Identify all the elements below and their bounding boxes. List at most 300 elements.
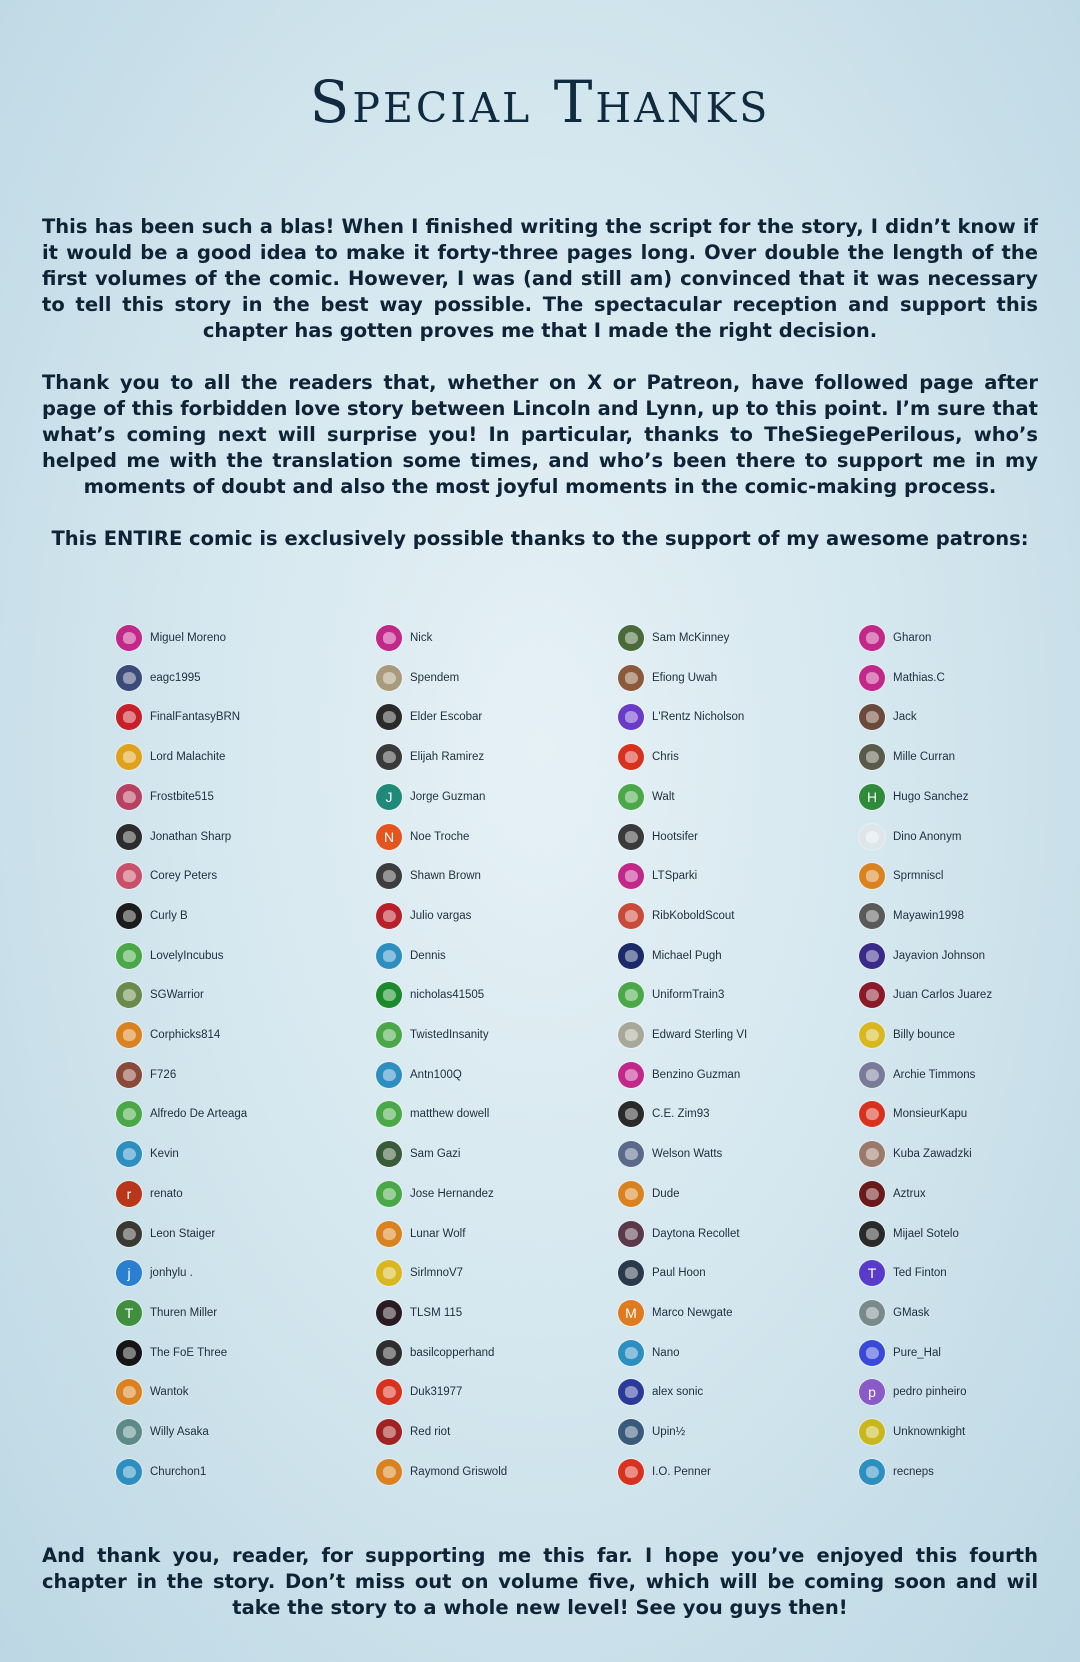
patron-name: Hootsifer — [652, 830, 699, 843]
patron-name: F726 — [150, 1068, 177, 1081]
patron-name: Hugo Sanchez — [893, 790, 969, 803]
patron-name: GMask — [893, 1306, 930, 1319]
patron-name: TwistedInsanity — [410, 1029, 489, 1041]
avatar-image-icon — [625, 1347, 638, 1359]
avatar-image-icon — [625, 910, 638, 922]
patron-avatar — [859, 1459, 885, 1485]
avatar-image-icon — [383, 1228, 396, 1240]
patron-avatar — [376, 943, 402, 969]
patron-item — [859, 1377, 1080, 1407]
avatar-image-icon — [383, 711, 396, 723]
patron-item — [116, 901, 346, 931]
patron-avatar — [859, 1340, 885, 1366]
patron-item — [376, 623, 606, 653]
patron-avatar — [859, 1101, 885, 1127]
patron-item — [376, 1338, 606, 1368]
patron-avatar — [116, 625, 142, 651]
patron-avatar — [618, 704, 644, 730]
intro-paragraph: This has been such a blas! When I finished writing the script for the story, I didn’t know if it would be a good idea to make it forty-three pages long. Over double the length of the first volumes of the comic. However, I was (and still am) convinced that it was necessary to tell this story in the best way possible. The spectacular reception and support this chapter has gotten proves me that I made the right decision. — [42, 215, 1038, 342]
patron-item — [859, 1020, 1080, 1050]
patron-item — [116, 1179, 346, 1209]
patron-name: Edward Sterling VI — [652, 1029, 748, 1041]
patron-item — [618, 1179, 848, 1209]
patron-name: Sam Gazi — [410, 1148, 461, 1161]
patron-name: Mayawin1998 — [893, 909, 964, 922]
patron-avatar — [376, 625, 402, 651]
patron-avatar — [859, 903, 885, 929]
patron-item — [376, 742, 606, 772]
patron-avatar — [376, 1459, 402, 1485]
closing-paragraph: And thank you, reader, for supporting me this far. I hope you’ve enjoyed this fourth chapter in the story. Don’t miss out on volume five, which will be coming soon and wil take the story to a whole new level! See you guys then! — [42, 1544, 1038, 1619]
patron-avatar — [116, 665, 142, 691]
avatar-image-icon — [123, 1347, 136, 1359]
patron-item — [116, 742, 346, 772]
patron-name: Jorge Guzman — [410, 790, 486, 803]
patron-name: SGWarrior — [150, 989, 204, 1002]
patron-avatar — [116, 903, 142, 929]
patron-name: Raymond Griswold — [410, 1465, 508, 1478]
patron-name: Alfredo De Arteaga — [150, 1108, 248, 1121]
avatar-image-icon — [383, 632, 396, 644]
patron-item — [116, 1417, 346, 1447]
patron-name: Spendem — [410, 671, 460, 684]
avatar-image-icon — [123, 791, 136, 803]
patron-avatar — [618, 1022, 644, 1048]
patron-item — [859, 663, 1080, 693]
patron-item — [376, 1219, 606, 1249]
patron-avatar: r — [116, 1181, 142, 1207]
patron-item — [859, 1179, 1080, 1209]
patron-item — [859, 1060, 1080, 1090]
avatar-image-icon — [625, 632, 638, 644]
patron-item — [618, 742, 848, 772]
patron-name: Mijael Sotelo — [893, 1227, 959, 1240]
patron-name: Aztrux — [893, 1187, 926, 1200]
avatar-image-icon — [866, 1426, 879, 1438]
patron-item — [859, 1258, 1080, 1288]
patron-item — [859, 822, 1080, 852]
avatar-image-icon — [383, 1069, 396, 1081]
patron-item — [859, 1099, 1080, 1129]
patron-item — [376, 1139, 606, 1169]
patron-item — [116, 1298, 346, 1328]
patron-avatar: J — [376, 784, 402, 810]
patron-avatar — [618, 903, 644, 929]
patron-name: LovelyIncubus — [150, 949, 224, 962]
avatar-image-icon — [625, 1466, 638, 1478]
patron-avatar — [618, 1260, 644, 1286]
patron-avatar — [376, 704, 402, 730]
avatar-image-icon — [625, 1386, 638, 1398]
patron-list — [0, 623, 1080, 1483]
patron-name: renato — [150, 1187, 183, 1200]
avatar-image-icon — [866, 632, 879, 644]
patron-name: Sprmniscl — [893, 870, 944, 883]
patron-item — [376, 822, 606, 852]
patron-name: FinalFantasyBRN — [150, 711, 241, 724]
patron-item — [376, 861, 606, 891]
patron-avatar — [376, 1379, 402, 1405]
patron-name: Dino Anonym — [893, 830, 962, 843]
patron-avatar — [618, 784, 644, 810]
patron-avatar — [618, 982, 644, 1008]
avatar-image-icon — [625, 791, 638, 803]
patron-item — [116, 663, 346, 693]
avatar-image-icon — [123, 1386, 136, 1398]
patron-name: Elijah Ramirez — [410, 751, 485, 764]
patron-name: Lord Malachite — [150, 751, 226, 764]
avatar-image-icon — [625, 1228, 638, 1240]
patron-name: Benzino Guzman — [652, 1068, 741, 1081]
avatar-image-icon — [383, 1267, 396, 1279]
patron-avatar — [116, 704, 142, 730]
patron-item — [859, 782, 1080, 812]
patron-item — [376, 1377, 606, 1407]
patron-avatar — [618, 1101, 644, 1127]
patron-name: Elder Escobar — [410, 711, 483, 724]
avatar-image-icon — [625, 950, 638, 962]
patron-avatar — [618, 1181, 644, 1207]
patron-name: Leon Staiger — [150, 1227, 216, 1240]
patron-name: LTSparki — [652, 870, 698, 883]
avatar-image-icon — [383, 672, 396, 684]
patron-avatar — [618, 1379, 644, 1405]
patron-avatar — [376, 903, 402, 929]
avatar-image-icon — [123, 950, 136, 962]
avatar-image-icon — [383, 751, 396, 763]
avatar-image-icon — [383, 1466, 396, 1478]
patron-avatar: N — [376, 824, 402, 850]
patron-avatar — [376, 1101, 402, 1127]
avatar-image-icon — [123, 989, 136, 1001]
patron-name: Frostbite515 — [150, 790, 214, 803]
patron-avatar — [376, 1221, 402, 1247]
avatar-image-icon — [866, 989, 879, 1001]
patron-name: Unknownkight — [893, 1426, 966, 1438]
avatar-image-icon — [383, 1188, 396, 1200]
patron-item — [116, 1099, 346, 1129]
patron-avatar — [116, 982, 142, 1008]
patron-item — [116, 782, 346, 812]
patron-name: Sam McKinney — [652, 632, 730, 644]
avatar-image-icon — [383, 1029, 396, 1041]
patron-name: jonhylu . — [150, 1267, 193, 1280]
avatar-image-icon — [866, 1069, 879, 1081]
patron-item — [859, 702, 1080, 732]
patron-avatar — [618, 625, 644, 651]
patron-item — [618, 861, 848, 891]
patron-name: Pure_Hal — [893, 1346, 941, 1359]
avatar-image-icon — [625, 1029, 638, 1041]
patron-avatar — [618, 1141, 644, 1167]
patron-item — [116, 1258, 346, 1288]
avatar-image-icon — [866, 1347, 879, 1359]
patron-name: Archie Timmons — [893, 1068, 976, 1081]
patron-item — [376, 1179, 606, 1209]
avatar-image-icon — [123, 1228, 136, 1240]
patron-avatar — [376, 1300, 402, 1326]
patron-item — [376, 980, 606, 1010]
avatar-image-icon — [625, 989, 638, 1001]
patron-avatar — [116, 1379, 142, 1405]
avatar-image-icon — [383, 1307, 396, 1319]
patron-item — [376, 941, 606, 971]
avatar-image-icon — [383, 950, 396, 962]
patron-item — [116, 861, 346, 891]
patron-avatar: H — [859, 784, 885, 810]
avatar-image-icon — [866, 1188, 879, 1200]
patrons-intro: This ENTIRE comic is exclusively possible thanks to the support of my awesome patrons: — [51, 527, 1029, 550]
patron-avatar — [859, 1300, 885, 1326]
avatar-image-icon — [383, 1108, 396, 1120]
patron-item — [376, 901, 606, 931]
patron-item — [859, 1139, 1080, 1169]
patron-avatar — [618, 1419, 644, 1445]
patron-item — [618, 1377, 848, 1407]
patron-name: Billy bounce — [893, 1029, 956, 1041]
avatar-image-icon — [123, 831, 136, 843]
avatar-image-icon — [123, 870, 136, 882]
patron-avatar — [116, 943, 142, 969]
avatar-image-icon — [123, 1148, 136, 1160]
patron-avatar — [376, 1141, 402, 1167]
patron-item — [859, 941, 1080, 971]
patron-avatar: p — [859, 1379, 885, 1405]
avatar-image-icon — [866, 950, 879, 962]
avatar-image-icon — [123, 632, 136, 644]
patron-name: Jonathan Sharp — [150, 830, 232, 843]
patron-avatar — [859, 863, 885, 889]
patron-name: Kuba Zawadzki — [893, 1148, 972, 1161]
patron-item — [116, 1060, 346, 1090]
avatar-image-icon — [866, 751, 879, 763]
patron-item — [618, 782, 848, 812]
patron-item — [116, 1338, 346, 1368]
patron-avatar: j — [116, 1260, 142, 1286]
avatar-image-icon — [383, 870, 396, 882]
patron-item — [376, 663, 606, 693]
patron-name: Daytona Recollet — [652, 1227, 740, 1240]
patron-avatar — [859, 1419, 885, 1445]
patron-avatar — [116, 863, 142, 889]
patron-avatar — [618, 1459, 644, 1485]
patron-name: Gharon — [893, 632, 932, 644]
patron-name: Kevin — [150, 1148, 179, 1161]
patron-name: I.O. Penner — [652, 1465, 711, 1478]
patron-avatar — [618, 863, 644, 889]
patron-item — [376, 1457, 606, 1487]
patron-name: L'Rentz Nicholson — [652, 711, 745, 724]
patron-item — [618, 1417, 848, 1447]
patron-item — [116, 1139, 346, 1169]
avatar-image-icon — [625, 751, 638, 763]
avatar-image-icon — [123, 1426, 136, 1438]
patron-avatar — [376, 1062, 402, 1088]
patron-name: alex sonic — [652, 1386, 704, 1399]
patron-name: Churchon1 — [150, 1465, 207, 1478]
avatar-image-icon — [383, 1386, 396, 1398]
patron-avatar — [376, 1181, 402, 1207]
patron-item — [116, 822, 346, 852]
patron-name: Welson Watts — [652, 1148, 723, 1161]
avatar-image-icon — [866, 1307, 879, 1319]
patron-avatar — [859, 943, 885, 969]
patron-avatar — [116, 744, 142, 770]
patron-name: Antn100Q — [410, 1068, 462, 1081]
patron-avatar — [116, 1141, 142, 1167]
avatar-image-icon — [625, 1069, 638, 1081]
patron-item — [859, 1417, 1080, 1447]
patron-name: Efiong Uwah — [652, 671, 718, 684]
patron-item — [859, 1219, 1080, 1249]
patron-name: Wantok — [150, 1386, 189, 1399]
patron-item — [618, 623, 848, 653]
avatar-image-icon — [625, 870, 638, 882]
patron-avatar — [376, 1340, 402, 1366]
patron-avatar — [859, 1062, 885, 1088]
patron-avatar — [376, 1419, 402, 1445]
patron-item — [618, 1020, 848, 1050]
patron-avatar — [618, 665, 644, 691]
avatar-image-icon — [625, 672, 638, 684]
patron-item — [618, 702, 848, 732]
avatar-image-icon — [383, 1148, 396, 1160]
patron-item — [116, 1020, 346, 1050]
patron-item — [116, 623, 346, 653]
patron-name: Chris — [652, 751, 679, 764]
patron-name: Lunar Wolf — [410, 1227, 466, 1240]
patron-item — [859, 742, 1080, 772]
avatar-image-icon — [123, 1069, 136, 1081]
patron-name: nicholas41505 — [410, 989, 485, 1002]
patron-item — [376, 1417, 606, 1447]
patron-avatar — [618, 824, 644, 850]
patron-item — [618, 1338, 848, 1368]
patron-name: Dude — [652, 1187, 680, 1200]
patron-avatar — [116, 1459, 142, 1485]
patron-avatar: T — [859, 1260, 885, 1286]
patron-item — [116, 980, 346, 1010]
avatar-image-icon — [625, 1426, 638, 1438]
avatar-image-icon — [866, 1228, 879, 1240]
patron-name: Paul Hoon — [652, 1267, 706, 1280]
patron-item — [618, 1139, 848, 1169]
patron-avatar — [116, 1022, 142, 1048]
avatar-image-icon — [123, 1029, 136, 1041]
patron-item — [116, 1219, 346, 1249]
avatar-image-icon — [383, 1426, 396, 1438]
patron-avatar — [376, 1260, 402, 1286]
patron-item — [376, 1258, 606, 1288]
avatar-image-icon — [625, 1267, 638, 1279]
patron-avatar — [116, 1340, 142, 1366]
patron-name: Willy Asaka — [150, 1426, 209, 1438]
patron-name: Julio vargas — [410, 909, 472, 922]
patron-name: Curly B — [150, 909, 188, 922]
patron-name: Duk31977 — [410, 1386, 463, 1399]
avatar-image-icon — [383, 989, 396, 1001]
patron-name: Dennis — [410, 949, 446, 962]
avatar-image-icon — [866, 831, 879, 843]
patron-avatar — [116, 1221, 142, 1247]
patron-name: eagc1995 — [150, 671, 201, 684]
patron-item — [859, 901, 1080, 931]
patron-avatar — [859, 704, 885, 730]
patron-name: RibKoboldScout — [652, 909, 735, 922]
avatar-image-icon — [866, 711, 879, 723]
patron-avatar: T — [116, 1300, 142, 1326]
avatar-image-icon — [123, 751, 136, 763]
patron-item — [618, 822, 848, 852]
patron-avatar — [859, 665, 885, 691]
patron-name: Noe Troche — [410, 830, 470, 843]
patron-avatar — [859, 1181, 885, 1207]
patron-name: Upin½ — [652, 1426, 686, 1438]
patron-item — [618, 1457, 848, 1487]
patron-item — [116, 1377, 346, 1407]
avatar-image-icon — [625, 1108, 638, 1120]
patron-item — [618, 1298, 848, 1328]
patron-name: Jose Hernandez — [410, 1187, 494, 1200]
patron-item — [376, 1060, 606, 1090]
patron-avatar — [859, 1022, 885, 1048]
patron-name: MonsieurKapu — [893, 1108, 968, 1121]
patron-avatar — [376, 665, 402, 691]
patron-avatar — [116, 1101, 142, 1127]
patron-name: Corphicks814 — [150, 1029, 221, 1041]
avatar-image-icon — [123, 1108, 136, 1120]
avatar-image-icon — [866, 1108, 879, 1120]
patron-item — [376, 782, 606, 812]
avatar-image-icon — [625, 711, 638, 723]
patron-avatar — [376, 982, 402, 1008]
patron-name: recneps — [893, 1465, 934, 1478]
avatar-image-icon — [866, 1029, 879, 1041]
patron-item — [618, 941, 848, 971]
patron-name: Marco Newgate — [652, 1306, 733, 1319]
patron-item — [116, 1457, 346, 1487]
patron-avatar — [859, 744, 885, 770]
patron-name: Nano — [652, 1346, 680, 1359]
patron-avatar — [618, 744, 644, 770]
page-title: Special Thanks — [309, 68, 771, 136]
patron-name: Shawn Brown — [410, 870, 481, 883]
patron-name: Jayavion Johnson — [893, 949, 986, 962]
patron-name: Mathias.C — [893, 671, 945, 684]
patron-item — [376, 702, 606, 732]
patron-name: TLSM 115 — [410, 1306, 463, 1319]
patron-name: Ted Finton — [893, 1267, 947, 1280]
patron-item — [376, 1020, 606, 1050]
patron-avatar — [116, 784, 142, 810]
patron-avatar — [859, 982, 885, 1008]
avatar-image-icon — [123, 1466, 136, 1478]
patron-item — [859, 1298, 1080, 1328]
patron-item — [618, 1060, 848, 1090]
avatar-image-icon — [866, 672, 879, 684]
patron-item — [859, 623, 1080, 653]
patron-avatar — [116, 1419, 142, 1445]
avatar-image-icon — [866, 870, 879, 882]
patron-item — [618, 663, 848, 693]
patron-name: matthew dowell — [410, 1108, 490, 1121]
patron-avatar — [116, 1062, 142, 1088]
avatar-image-icon — [383, 910, 396, 922]
patron-name: The FoE Three — [150, 1346, 228, 1359]
patron-name: basilcopperhand — [410, 1346, 495, 1359]
patron-item — [376, 1099, 606, 1129]
patron-item — [859, 1457, 1080, 1487]
